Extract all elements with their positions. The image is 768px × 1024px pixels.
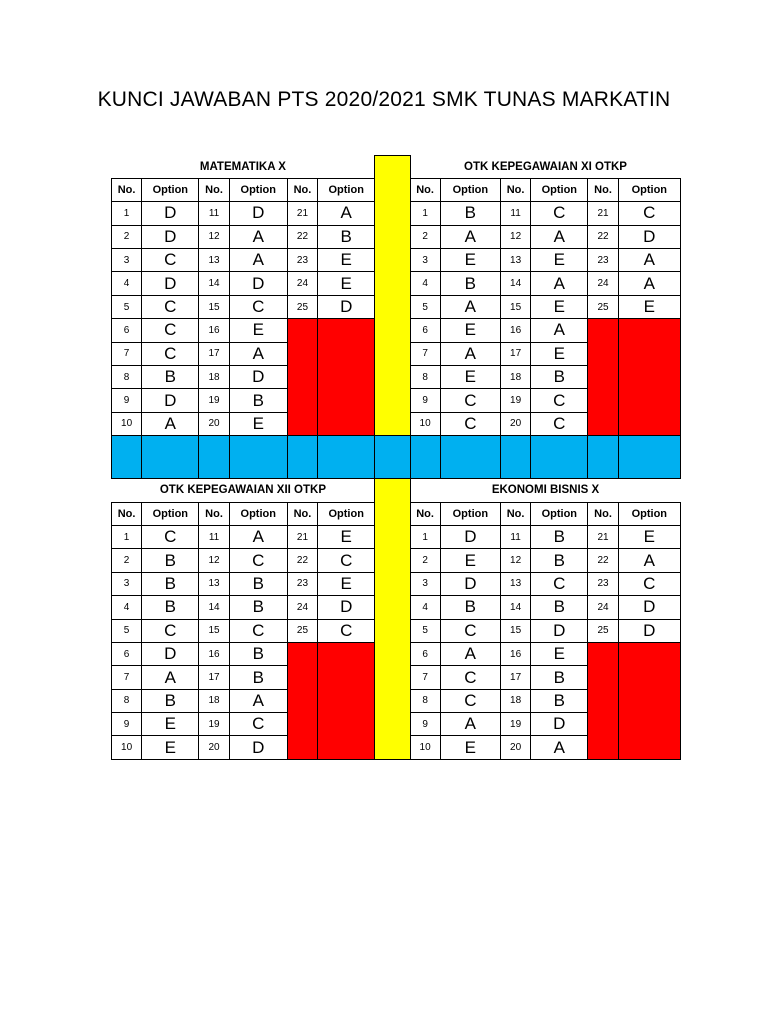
answer-option: B (440, 202, 500, 225)
question-number: 6 (112, 642, 142, 665)
blue-band-cell (531, 436, 588, 479)
question-number: 9 (410, 713, 440, 736)
answer-option: C (618, 572, 680, 595)
question-number: 14 (199, 596, 229, 619)
question-number: 8 (410, 366, 440, 389)
answer-option: C (229, 619, 287, 642)
answer-option: D (142, 642, 199, 665)
section-title: MATEMATIKA X (112, 156, 375, 179)
answer-option: D (440, 525, 500, 548)
question-number: 21 (287, 525, 317, 548)
answer-option: B (531, 366, 588, 389)
answer-option: C (440, 689, 500, 712)
section-title-row (112, 156, 681, 179)
answer-option: C (440, 389, 500, 412)
answer-option: A (229, 525, 287, 548)
answer-option: E (318, 272, 375, 295)
blue-band-cell (112, 436, 142, 479)
answer-option: B (440, 596, 500, 619)
column-header-no: No. (287, 178, 317, 201)
answer-option: B (229, 666, 287, 689)
answer-option: A (440, 295, 500, 318)
question-number: 2 (410, 549, 440, 572)
answer-option: B (142, 572, 199, 595)
red-fill-no (287, 319, 317, 436)
answer-option: E (440, 249, 500, 272)
section-title: OTK KEPEGAWAIAN XI OTKP (410, 156, 680, 179)
answer-option: C (229, 713, 287, 736)
column-header-no: No. (588, 502, 618, 525)
question-number: 9 (112, 389, 142, 412)
question-number: 11 (199, 202, 229, 225)
question-number: 16 (501, 642, 531, 665)
question-number: 20 (199, 412, 229, 435)
question-number: 22 (588, 225, 618, 248)
question-number: 9 (112, 713, 142, 736)
question-number: 23 (588, 572, 618, 595)
question-number: 17 (199, 342, 229, 365)
question-number: 11 (501, 202, 531, 225)
answer-option: D (229, 272, 287, 295)
answer-option: B (531, 596, 588, 619)
question-number: 1 (410, 525, 440, 548)
question-number: 23 (588, 249, 618, 272)
question-number: 1 (112, 525, 142, 548)
answer-option: D (229, 366, 287, 389)
answer-option: E (229, 319, 287, 342)
question-number: 5 (410, 295, 440, 318)
answer-option: C (142, 525, 199, 548)
question-number: 18 (501, 689, 531, 712)
answer-option: E (440, 736, 500, 759)
answer-option: A (618, 272, 680, 295)
column-header-option: Option (440, 178, 500, 201)
answer-option: B (142, 689, 199, 712)
question-number: 5 (112, 619, 142, 642)
red-fill-no (287, 642, 317, 759)
question-number: 10 (112, 736, 142, 759)
answer-option: B (318, 225, 375, 248)
question-number: 1 (410, 202, 440, 225)
question-number: 20 (501, 736, 531, 759)
column-header-no: No. (199, 178, 229, 201)
blue-band-cell (618, 436, 680, 479)
question-number: 15 (199, 295, 229, 318)
question-number: 5 (410, 619, 440, 642)
question-number: 13 (199, 572, 229, 595)
answer-option: D (142, 202, 199, 225)
column-header-no: No. (588, 178, 618, 201)
answer-option: D (229, 202, 287, 225)
question-number: 23 (287, 572, 317, 595)
answer-option: B (229, 642, 287, 665)
question-number: 7 (112, 342, 142, 365)
answer-option: B (440, 272, 500, 295)
answer-option: C (440, 412, 500, 435)
blue-band-cell (501, 436, 531, 479)
question-number: 2 (410, 225, 440, 248)
question-number: 5 (112, 295, 142, 318)
question-number: 22 (588, 549, 618, 572)
column-header-no: No. (501, 178, 531, 201)
answer-option: D (318, 295, 375, 318)
question-number: 7 (410, 342, 440, 365)
answer-option: C (531, 572, 588, 595)
question-number: 21 (588, 525, 618, 548)
question-number: 6 (410, 319, 440, 342)
question-number: 25 (287, 295, 317, 318)
column-header-no: No. (287, 502, 317, 525)
answer-option: C (318, 619, 375, 642)
question-number: 1 (112, 202, 142, 225)
section-title: OTK KEPEGAWAIAN XII OTKP (112, 479, 375, 502)
blue-band-cell (287, 436, 317, 479)
question-number: 2 (112, 225, 142, 248)
question-number: 15 (501, 295, 531, 318)
column-header-no: No. (410, 502, 440, 525)
answer-option: A (440, 225, 500, 248)
question-number: 20 (501, 412, 531, 435)
answer-option: A (440, 713, 500, 736)
answer-option: D (142, 389, 199, 412)
section-title-row (112, 479, 681, 502)
question-number: 13 (199, 249, 229, 272)
column-header-option: Option (318, 178, 375, 201)
answer-option: E (440, 549, 500, 572)
question-number: 20 (199, 736, 229, 759)
answer-option: A (618, 549, 680, 572)
answer-option: E (531, 249, 588, 272)
column-header-option: Option (318, 502, 375, 525)
question-number: 10 (410, 412, 440, 435)
question-number: 12 (501, 225, 531, 248)
question-number: 16 (501, 319, 531, 342)
question-number: 11 (501, 525, 531, 548)
column-header-option: Option (229, 502, 287, 525)
column-header-option: Option (142, 178, 199, 201)
question-number: 25 (588, 619, 618, 642)
question-number: 3 (410, 249, 440, 272)
answer-option: D (142, 225, 199, 248)
answer-option: E (531, 342, 588, 365)
answer-option: D (318, 596, 375, 619)
question-number: 24 (588, 596, 618, 619)
blue-band-cell (588, 436, 618, 479)
answer-option: E (618, 295, 680, 318)
question-number: 21 (588, 202, 618, 225)
answer-option: E (618, 525, 680, 548)
answer-option: E (142, 713, 199, 736)
question-number: 3 (112, 572, 142, 595)
answer-option: B (531, 666, 588, 689)
answer-option: D (618, 225, 680, 248)
answer-option: C (531, 202, 588, 225)
question-number: 22 (287, 549, 317, 572)
blue-band-cell (318, 436, 375, 479)
answer-option: D (531, 619, 588, 642)
answer-option: B (531, 525, 588, 548)
column-header-option: Option (618, 502, 680, 525)
question-number: 4 (410, 596, 440, 619)
question-number: 15 (501, 619, 531, 642)
question-number: 17 (199, 666, 229, 689)
yellow-divider (375, 156, 410, 436)
column-header-no: No. (112, 178, 142, 201)
question-number: 7 (410, 666, 440, 689)
answer-option: E (318, 249, 375, 272)
answer-option: A (618, 249, 680, 272)
blue-band-cell (410, 436, 440, 479)
question-number: 6 (112, 319, 142, 342)
answer-option: E (531, 295, 588, 318)
answer-option: D (229, 736, 287, 759)
question-number: 10 (410, 736, 440, 759)
question-number: 4 (112, 272, 142, 295)
question-number: 25 (287, 619, 317, 642)
blue-band-cell (440, 436, 500, 479)
question-number: 14 (199, 272, 229, 295)
question-number: 8 (112, 689, 142, 712)
answer-option: C (531, 389, 588, 412)
answer-option: B (142, 549, 199, 572)
answer-option: C (142, 619, 199, 642)
question-number: 8 (112, 366, 142, 389)
question-number: 19 (501, 713, 531, 736)
red-fill-option (318, 319, 375, 436)
answer-option: C (531, 412, 588, 435)
blue-band-cell (199, 436, 229, 479)
column-header-no: No. (501, 502, 531, 525)
question-number: 16 (199, 319, 229, 342)
question-number: 18 (199, 689, 229, 712)
answer-option: A (440, 342, 500, 365)
answer-option: C (440, 666, 500, 689)
column-header-option: Option (618, 178, 680, 201)
question-number: 18 (199, 366, 229, 389)
answer-option: A (531, 319, 588, 342)
column-header-option: Option (531, 502, 588, 525)
question-number: 4 (410, 272, 440, 295)
question-number: 17 (501, 342, 531, 365)
question-number: 16 (199, 642, 229, 665)
answer-key-table (111, 155, 681, 760)
answer-option: A (440, 642, 500, 665)
question-number: 2 (112, 549, 142, 572)
answer-option: D (531, 713, 588, 736)
answer-option: D (618, 619, 680, 642)
answer-option: C (142, 249, 199, 272)
red-fill-option (618, 319, 680, 436)
answer-option: A (229, 689, 287, 712)
question-number: 18 (501, 366, 531, 389)
answer-option: A (531, 272, 588, 295)
column-header-option: Option (440, 502, 500, 525)
question-number: 12 (199, 549, 229, 572)
question-number: 14 (501, 596, 531, 619)
blue-band-cell (142, 436, 199, 479)
question-number: 12 (501, 549, 531, 572)
question-number: 10 (112, 412, 142, 435)
column-header-option: Option (142, 502, 199, 525)
question-number: 11 (199, 525, 229, 548)
question-number: 3 (112, 249, 142, 272)
question-number: 15 (199, 619, 229, 642)
answer-option: C (229, 549, 287, 572)
answer-option: B (229, 389, 287, 412)
column-header-option: Option (229, 178, 287, 201)
question-number: 9 (410, 389, 440, 412)
red-fill-option (318, 642, 375, 759)
answer-option: B (142, 366, 199, 389)
question-number: 21 (287, 202, 317, 225)
question-number: 19 (501, 389, 531, 412)
red-fill-no (588, 642, 618, 759)
answer-option: B (142, 596, 199, 619)
question-number: 24 (588, 272, 618, 295)
answer-option: B (229, 596, 287, 619)
answer-option: E (531, 642, 588, 665)
answer-option: C (440, 619, 500, 642)
question-number: 24 (287, 596, 317, 619)
answer-option: A (229, 342, 287, 365)
answer-option: B (531, 689, 588, 712)
column-header-option: Option (531, 178, 588, 201)
answer-option: D (142, 272, 199, 295)
answer-option: B (229, 572, 287, 595)
answer-option: E (440, 319, 500, 342)
answer-option: C (229, 295, 287, 318)
section-title: EKONOMI BISNIS X (410, 479, 680, 502)
question-number: 24 (287, 272, 317, 295)
answer-option: A (229, 249, 287, 272)
question-number: 23 (287, 249, 317, 272)
answer-option: A (318, 202, 375, 225)
answer-option: A (142, 666, 199, 689)
question-number: 22 (287, 225, 317, 248)
answer-option: C (142, 342, 199, 365)
question-number: 7 (112, 666, 142, 689)
question-number: 17 (501, 666, 531, 689)
question-number: 3 (410, 572, 440, 595)
answer-option: A (229, 225, 287, 248)
question-number: 19 (199, 713, 229, 736)
question-number: 8 (410, 689, 440, 712)
answer-option: E (142, 736, 199, 759)
answer-option: C (318, 549, 375, 572)
answer-option: A (142, 412, 199, 435)
answer-option: C (142, 319, 199, 342)
answer-option: C (618, 202, 680, 225)
question-number: 13 (501, 249, 531, 272)
red-fill-option (618, 642, 680, 759)
answer-option: A (531, 225, 588, 248)
question-number: 4 (112, 596, 142, 619)
answer-option: D (440, 572, 500, 595)
question-number: 14 (501, 272, 531, 295)
question-number: 19 (199, 389, 229, 412)
blue-separator-band (112, 436, 681, 479)
answer-option: A (531, 736, 588, 759)
question-number: 12 (199, 225, 229, 248)
answer-option: D (618, 596, 680, 619)
answer-option: E (318, 572, 375, 595)
column-header-no: No. (410, 178, 440, 201)
page-title: KUNCI JAWABAN PTS 2020/2021 SMK TUNAS MARKATIN (97, 88, 671, 111)
question-number: 6 (410, 642, 440, 665)
red-fill-no (588, 319, 618, 436)
answer-option: C (142, 295, 199, 318)
answer-option: E (318, 525, 375, 548)
column-header-no: No. (112, 502, 142, 525)
answer-option: E (440, 366, 500, 389)
blue-band-cell (229, 436, 287, 479)
answer-option: E (229, 412, 287, 435)
blue-band-cell (375, 436, 410, 479)
question-number: 13 (501, 572, 531, 595)
answer-option: B (531, 549, 588, 572)
yellow-divider (375, 479, 410, 760)
question-number: 25 (588, 295, 618, 318)
column-header-no: No. (199, 502, 229, 525)
